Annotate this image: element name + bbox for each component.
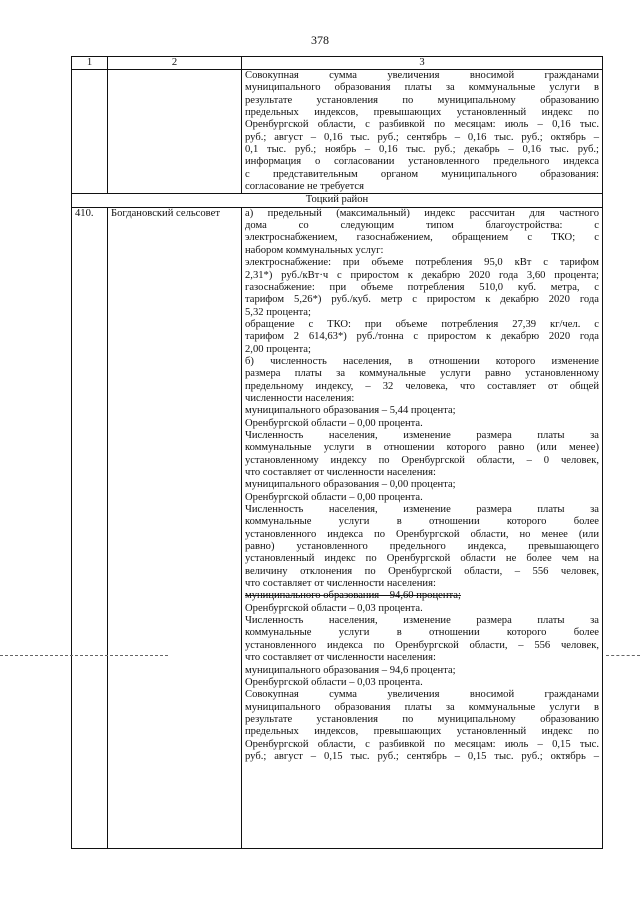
text-line: тарифом 2 614,63*) руб./тонна с приростом к декабрю 2020 года — [245, 331, 599, 343]
text-line: муниципального образования – 94,60 процента; — [245, 590, 461, 602]
text-line: муниципального образования – 5,44 процента; — [245, 405, 456, 417]
text-line: Численность населения, изменение размера платы за — [245, 429, 599, 441]
text-line: размера платы за коммунальные услуги равно установленному — [245, 368, 599, 380]
text-line: обращение с ТКО: при объеме потребления 27,39 кг/чел. с — [245, 318, 599, 330]
text-line: согласование не требуется — [245, 181, 365, 193]
text-line: газоснабжение: при объеме потребления 510,0 куб. метра, с — [245, 281, 599, 293]
text-line: дома со следующим типом благоустройства: с — [245, 220, 599, 232]
text-line: коммунальные услуги в отношении которого более — [245, 627, 599, 639]
text-line: муниципального образования платы за коммунальные услуги в — [245, 701, 599, 713]
continuation-text-cell — [242, 70, 603, 194]
text-line: коммунальные услуги в отношении которого более — [245, 516, 599, 528]
text-line: информация о согласовании установленного предельного индекса — [245, 156, 599, 168]
text-line: что составляет от численности населения: — [245, 652, 436, 664]
continuation-row — [72, 70, 603, 194]
header-col-1: 1 — [72, 57, 108, 70]
text-line: с представительным органом муниципального образования: — [245, 168, 599, 180]
text-line: Совокупная сумма увеличения вносимой гражданами — [245, 689, 599, 701]
text-line: а) предельный (максимальный) индекс рассчитан для частного — [245, 207, 599, 219]
text-line: 2,31*) руб./кВт·ч с приростом к декабрю 2020 года 3,60 процента; — [245, 269, 599, 281]
text-line: Оренбургской области – 0,03 процента. — [245, 676, 423, 688]
text-line: Численность населения, изменение размера платы за — [245, 615, 599, 627]
text-line: Оренбургской области, с разбивкой по месяцам: июль – 0,16 тыс. — [245, 119, 599, 131]
header-col-2: 2 — [108, 57, 242, 70]
text-line: что составляет от численности населения: — [245, 467, 436, 478]
text-line: 0,1 тыс. руб.; ноябрь – 0,16 тыс. руб.; декабрь – 0,16 тыс. руб.; — [245, 144, 599, 156]
region-title: Тоцкий район — [72, 194, 603, 207]
scan-dash-left — [0, 655, 168, 656]
text-line: руб.; август – 0,15 тыс. руб.; сентябрь – 0,15 тыс. руб.; октябрь – — [245, 750, 599, 762]
text-line: 2,00 процента; — [245, 343, 311, 355]
text-line: коммунальные услуги в отношении которого равно (или менее) — [245, 442, 599, 454]
row-description — [242, 207, 603, 848]
text-line: Совокупная сумма увеличения вносимой гражданами — [245, 70, 599, 81]
scan-dash-right — [606, 655, 640, 656]
text-line: величину отклонения по Оренбургской области, – 556 человек, — [245, 565, 599, 577]
table-header-row — [72, 57, 603, 70]
text-line: тарифом 5,26*) руб./куб. метр с приростом к декабрю 2020 года — [245, 294, 599, 306]
page-number: 378 — [311, 33, 329, 47]
index-table — [71, 56, 603, 849]
text-line: установленному индексу по Оренбургской области, – 0 человек, — [245, 454, 599, 466]
text-line: предельному индексу, – 32 человека, что составляет от общей — [245, 380, 599, 392]
text-line: электроснабжением, газоснабжением, обращением с ТКО; с — [245, 232, 599, 244]
table-row — [72, 207, 603, 848]
text-line: результате установления по муниципальному образованию — [245, 713, 599, 725]
text-line: предельных индексов, превышающих установленный индекс по — [245, 726, 599, 738]
text-line: электроснабжение: при объеме потребления 95,0 кВт с тарифом — [245, 257, 599, 269]
text-line: муниципального образования – 0,00 процента; — [245, 479, 456, 491]
header-col-3: 3 — [242, 57, 603, 70]
text-line: Численность населения, изменение размера платы за — [245, 504, 599, 516]
text-line: результате установления по муниципальному образованию — [245, 94, 599, 106]
text-line: 5,32 процента; — [245, 306, 311, 318]
text-line: б) численность населения, в отношении которого изменение — [245, 355, 599, 367]
text-line: численности населения: — [245, 392, 355, 404]
text-line: муниципального образования – 94,6 процента; — [245, 664, 456, 676]
text-line: Оренбургской области, с разбивкой по месяцам: июль – 0,15 тыс. — [245, 738, 599, 750]
text-line: что составляет от численности населения: — [245, 578, 436, 590]
continuation-num-cell — [72, 70, 108, 194]
text-line: Оренбургской области – 0,03 процента. — [245, 602, 423, 614]
text-line: установленный индекс по Оренбургской области не более чем на — [245, 553, 599, 565]
text-line: предельных индексов, превышающих установленный индекс по — [245, 107, 599, 119]
text-line: муниципального образования платы за коммунальные услуги в — [245, 82, 599, 94]
text-line: равно) установленного предельного индекса, превышающего — [245, 541, 599, 553]
region-row — [72, 194, 603, 207]
text-line: установленного индекса по Оренбургской области, – 556 человек, — [245, 639, 599, 651]
text-line: Оренбургской области – 0,00 процента. — [245, 417, 423, 429]
text-line: установленного индекса по Оренбургской области, но менее (или — [245, 528, 599, 540]
text-line: Оренбургской области – 0,00 процента. — [245, 491, 423, 503]
row-number: 410. — [72, 207, 108, 848]
continuation-name-cell — [108, 70, 242, 194]
municipality-name: Богдановский сельсовет — [108, 207, 242, 848]
text-line: руб.; август – 0,16 тыс. руб.; сентябрь – 0,16 тыс. руб.; октябрь – — [245, 131, 599, 143]
text-line: набором коммунальных услуг: — [245, 244, 384, 256]
